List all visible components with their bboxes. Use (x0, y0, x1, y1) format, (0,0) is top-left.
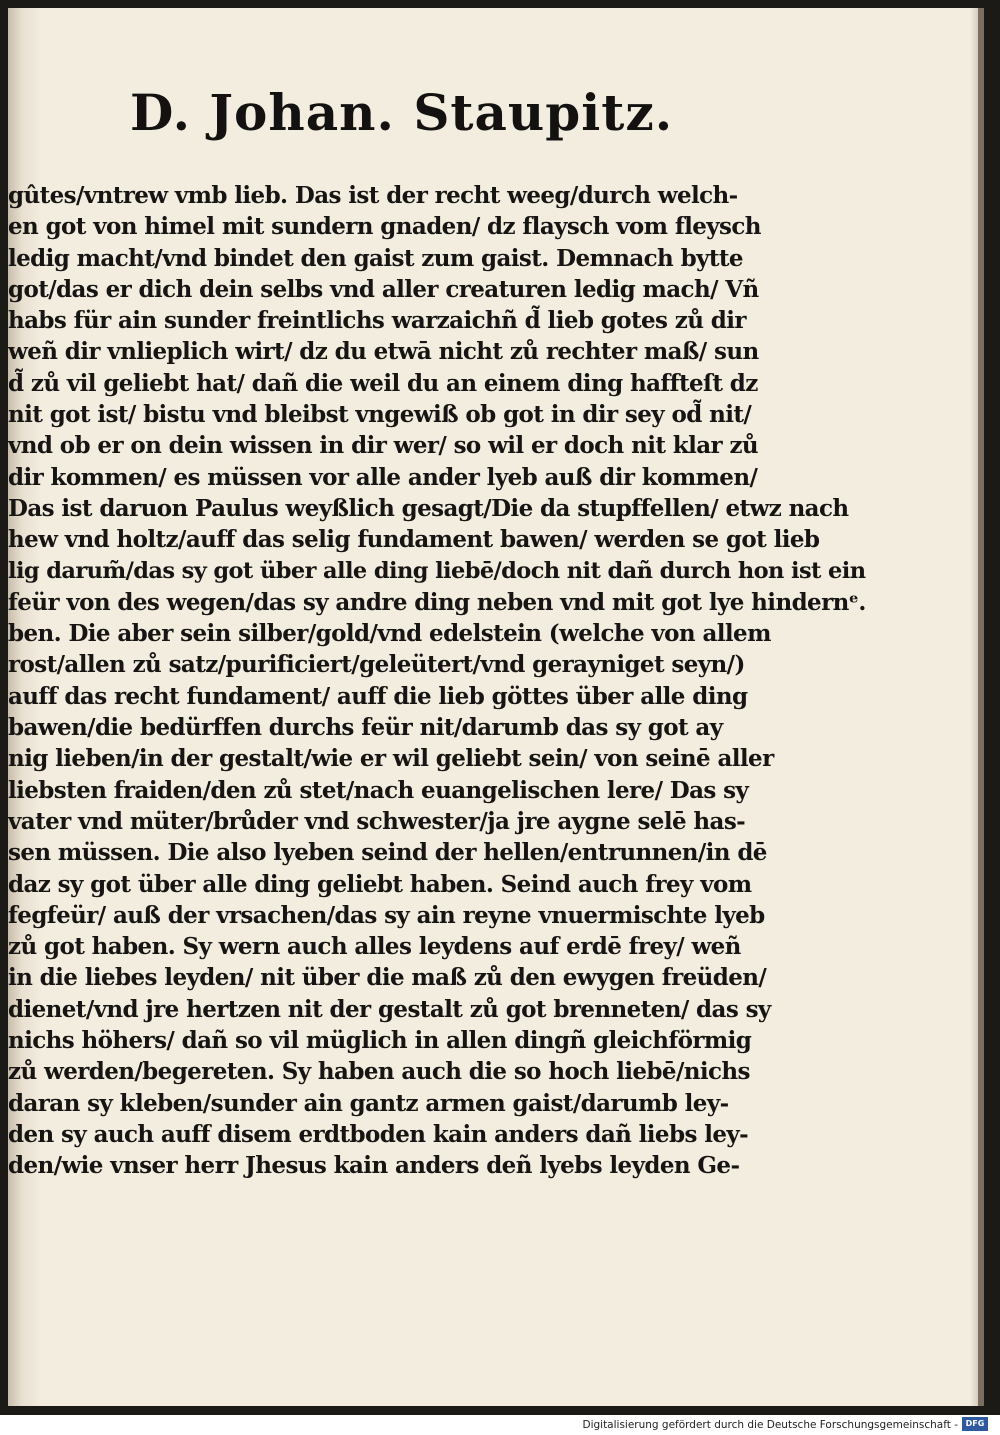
text-line: daran sy kleben/sunder ain gantz armen gaist/darumb ley- (8, 1089, 729, 1117)
text-line: in die liebes leyden/ nit über die maß zů den ewygen freüden/ (8, 964, 767, 992)
text-line: ledig macht/vnd bindet den gaist zum gaist. Demnach bytte (8, 244, 743, 272)
text-line: feür von des wegen/das sy andre ding neben vnd mit got lye hindernᵉ. (8, 588, 866, 616)
text-line: hew vnd holtz/auff das selig fundament bawen/ werden se got lieb (8, 526, 820, 554)
text-line: zů werden/begereten. Sy haben auch die so hoch liebē/nichs (8, 1058, 750, 1086)
text-line: nig lieben/in der gestalt/wie er wil geliebt sein/ von seinē aller (8, 745, 774, 773)
text-line: vnd ob er on dein wissen in dir wer/ so wil er doch nit klar zů (8, 432, 759, 460)
body-text (8, 180, 878, 1182)
text-line: habs für ain sunder freintlichs warzaichñ d̃ lieb gotes zů dir (8, 307, 746, 335)
funding-notice: Digitalisierung gefördert durch die Deutsche Forschungsgemeinschaft - (582, 1419, 958, 1431)
text-line: d̃ zů vil geliebt hat/ dañ die weil du an einem ding haffteſt dz (8, 369, 758, 397)
text-line: nichs höhers/ dañ so vil müglich in allen dingñ gleichförmig (8, 1027, 752, 1055)
text-line: got/das er dich dein selbs vnd aller creaturen ledig mach/ Vñ (8, 275, 759, 303)
running-header: D. Johan. Staupitz. (130, 83, 674, 142)
text-line: dir kommen/ es müssen vor alle ander lyeb auß dir kommen/ (8, 463, 758, 491)
text-line: daz sy got über alle ding geliebt haben. Seind auch frey vom (8, 870, 752, 898)
footer-bar (0, 1415, 1000, 1435)
text-line: liebsten fraiden/den zů stet/nach euangelischen lere/ Das sy (8, 776, 749, 804)
text-line: ben. Die aber sein silber/gold/vnd edelstein (welche von allem (8, 620, 771, 648)
text-line: auff das recht fundament/ auff die lieb göttes über alle ding (8, 682, 748, 710)
text-line: zů got haben. Sy wern auch alles leydens auf erdē frey/ weñ (8, 933, 741, 961)
text-line: lig darum̃/das sy got über alle ding liebē/doch nit dañ durch hon ist ein (8, 557, 866, 584)
text-line: weñ dir vnlieplich wirt/ dz du etwā nicht zů rechter maß/ sun (8, 338, 759, 366)
text-line: sen müssen. Die also lyeben seind der hellen/entrunnen/in dē (8, 839, 767, 867)
text-line: vater vnd müter/brůder vnd schwester/ja jre aygne selē has- (8, 807, 746, 835)
page-fore-edge (978, 8, 984, 1406)
text-line: gûtes/vntrew vmb lieb. Das ist der recht weeg/durch welch- (8, 182, 738, 209)
text-line: den/wie vnser herr Jhesus kain anders deñ lyebs leyden Ge- (8, 1152, 740, 1180)
text-line: den sy auch auff disem erdtboden kain anders dañ liebs ley- (8, 1120, 749, 1148)
text-line: en got von himel mit sundern gnaden/ dz flaysch vom fleysch (8, 213, 761, 241)
text-line: bawen/die bedürffen durchs feür nit/darumb das sy got ay (8, 714, 723, 742)
text-line: Das ist daruon Paulus weyßlich gesagt/Die da stupffellen/ etwz nach (8, 494, 849, 522)
dfg-logo-icon: DFG (962, 1417, 988, 1431)
text-line: fegfeür/ auß der vrsachen/das sy ain reyne vnuermischte lyeb (8, 901, 765, 929)
text-line: dienet/vnd jre hertzen nit der gestalt zů got brenneten/ das sy (8, 995, 771, 1023)
text-line: rost/allen zů satz/purificiert/geleütert/vnd gerayniget seyn/) (8, 651, 745, 679)
text-line: nit got ist/ bistu vnd bleibst vngewiß ob got in dir sey od̃ nit/ (8, 401, 752, 429)
